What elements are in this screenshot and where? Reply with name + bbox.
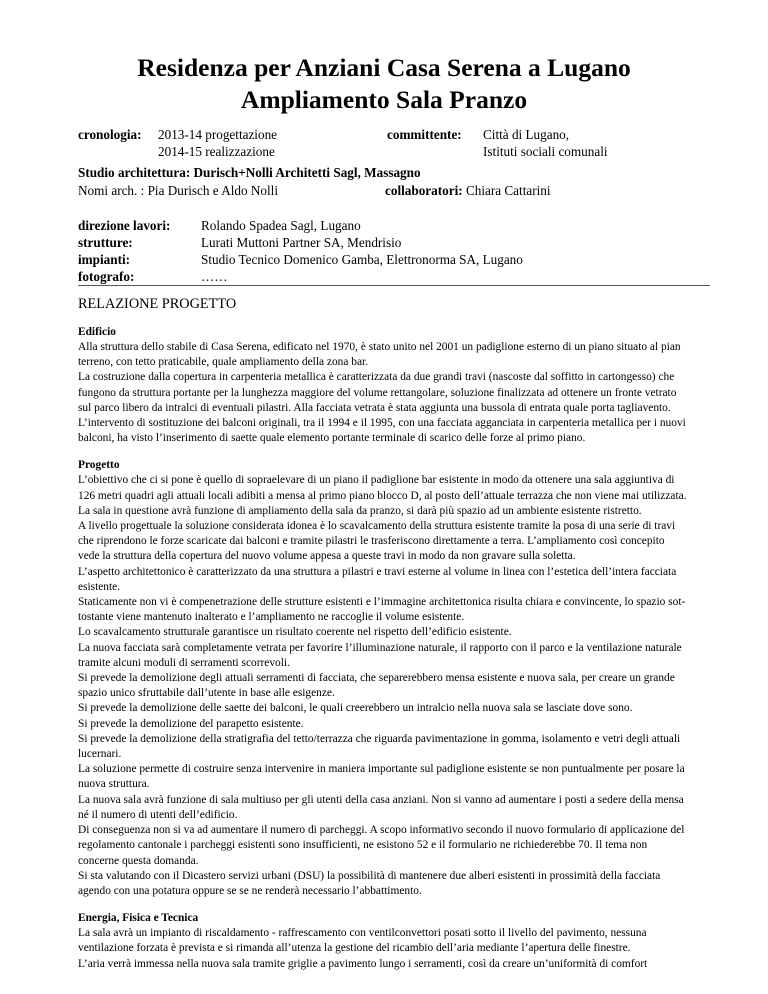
studio-line: Studio architettura: Durisch+Nolli Architetti Sagl, Massagno [78,165,421,180]
text-line: Alla struttura dello stabile di Casa Serena, edificato nel 1970, è stato unito nel 2001 un padiglione esterno di un piano situato al pian [78,341,681,353]
cronologia-values: 2013-14 progettazione 2014-15 realizzazione [158,127,278,159]
section-heading: Progetto [78,459,120,472]
text-line: La soluzione permette di costruire senza intervenire in maniera importante sul padiglione esistente se non puntualmente per posare la [78,763,685,776]
roles-values [201,217,523,285]
section-edificio [78,325,718,446]
committente-values: Città di Lugano, Istituti sociali comunali [483,127,608,159]
text-line: Staticamente non vi è compenetrazione delle strutture esistenti e l’immagine architettonica risulta chiara e convincente, lo spazio sot- [78,596,686,609]
text-line: vede la struttura della copertura del nuovo volume appesa a queste travi in modo da non gravare sulla soletta. [78,550,576,563]
report-title: RELAZIONE PROGETTO [78,296,237,312]
text-line: Di conseguenza non si va ad aumentare il numero di parcheggi. A scopo informativo secondo il nuovo formulario di applicazione del [78,824,685,837]
text-line: La sala in questione avrà funzione di ampliamento della sala da pranzo, si darà più spazio ad un ambiente esistente ristretto. [78,504,642,517]
collaboratori-label: collaboratori: [385,183,463,198]
text-line: lucernari. [78,748,122,761]
paragraph [78,340,718,446]
title-line-2: Ampliamento Sala Pranzo [240,85,528,114]
text-line: Lo scavalcamento strutturale garantisce un risultato coerente nel rispetto dell’edificio esistente. [78,626,512,639]
text-line: regolamento cantonale i parcheggi esistenti sono insufficienti, ne esistono 52 e il formulario ne richiederebbe 70. Il tema non [78,839,648,852]
text-line: Si prevede la demolizione degli attuali serramenti di facciata, che separerebbero mensa esistente e nuova sala, per creare un grande [78,672,675,685]
committente-label: committente: [387,127,462,142]
text-line: terreno, con tetto praticabile, quale ampliamento della zona bar. [78,356,369,369]
title-line-1: Residenza per Anziani Casa Serena a Lugano [137,53,631,82]
fotografo-value: …… [201,269,228,284]
text-line: ventilazione forzata è prevista e si rimanda all’utenza la gestione del ricambio dell’aria mediante l’apertura delle finestre. [78,942,631,955]
text-line: La costruzione dalla copertura in carpenteria metallica è caratterizzata da due grandi travi (nascoste dal soffitto in cartongesso) che [78,371,675,384]
text-line: concerne questa domanda. [78,854,199,867]
strutture-label: strutture: [78,235,133,250]
text-line: La nuova facciata sarà completamente vetrata per favorire l’illuminazione naturale, il rapporto con il parco e la ventilazione naturale [78,641,682,654]
direzione-label: direzione lavori: [78,218,171,233]
text-line: sul parco libero da intralci di eventuali pilastri. Alla facciata vetrata è stata aggiunta una bussola di entrata quale porta tagliavento. [78,401,671,414]
page-title [0,52,768,116]
cronologia-label: cronologia: [78,127,142,142]
text-line: L’aspetto architettonico è caratterizzato da una struttura a pilastri e travi esterne al volume in linea con l’estetica dell’intera facciata [78,565,677,578]
section-heading: Energia, Fisica e Tecnica [78,912,199,925]
text-line: A livello progettuale la soluzione considerata idonea è lo scavalcamento della struttura esistente tramite la posa di una serie di travi [78,520,676,533]
direzione-value: Rolando Spadea Sagl, Lugano [201,218,361,233]
nomi-line: Nomi arch. : Pia Durisch e Aldo Nolli [78,183,278,198]
text-line: fungono da struttura portante per la lunghezza maggiore del volume rettangolare, soluzione finalizzata ad ottenere un fronte vetrato [78,386,677,399]
text-line: esistente. [78,580,121,593]
fotografo-label: fotografo: [78,269,135,284]
text-line: balconi, ha visto l’inserimento di saette quale elemento portante terminale di scarico delle forze al primo piano. [78,432,586,445]
text-line: La nuova sala avrà funzione di sala multiuso per gli utenti della casa anziani. Non si vanno ad aumentare i posti a sedere della mensa [78,793,684,806]
text-line: L’obiettivo che ci si pone è quello di sopraelevare di un piano il padiglione bar esistente in modo da ottenere una sala aggiuntiva di [78,474,675,487]
collaboratori [385,182,551,199]
text-line: né il numero di utenti dell’edificio. [78,808,238,821]
divider [78,285,710,286]
impianti-value: Studio Tecnico Domenico Gamba, Elettronorma SA, Lugano [201,252,523,267]
text-line: Si prevede la demolizione delle saette dei balconi, le quali creerebbero un intralcio nella nuova sala se lasciate dove sono. [78,702,633,715]
text-line: tramite alcuni moduli di serramenti scorrevoli. [78,656,290,669]
section-heading: Edificio [78,326,116,338]
paragraph [78,473,718,899]
roles-labels [78,217,170,285]
text-line: Si prevede la demolizione della stratigrafia del tetto/terrazza che riguarda pavimentazione in gomma, isolamento e vetri degli attuali [78,732,681,745]
text-line: La sala avrà un impianto di riscaldamento - raffrescamento con ventilconvettori posati sotto il livello del pavimento, nessuna [78,927,647,940]
text-line: tostante viene mantenuto inalterato e l’ampliamento ne raccoglie il volume esistente. [78,611,465,624]
text-line: nuova struttura. [78,778,150,791]
text-line: Si prevede la demolizione del parapetto esistente. [78,717,304,730]
text-line: L’intervento di sostituzione dei balconi originali, tra il 1994 e il 1995, con una facciata agganciata in carpenteria metallica per i nuovi [78,417,686,430]
text-line: Si sta valutando con il Dicastero servizi urbani (DSU) la possibilità di mantenere due alberi esistenti in prossimità della facciata [78,869,661,882]
text-line: spazio unico sfruttabile dall’utente in base alle esigenze. [78,687,335,700]
strutture-value: Lurati Muttoni Partner SA, Mendrisio [201,235,402,250]
text-line: 126 metri quadri agli attuali locali adibiti a mensa al primo piano blocco D, al posto dell’attuale terrazza che non viene mai utilizzata. [78,489,687,502]
text-line: L’aria verrà immessa nella nuova sala tramite griglie a pavimento lungo i serramenti, così da creare un’uniformità di comfort [78,957,648,970]
paragraph [78,926,718,972]
impianti-label: impianti: [78,252,131,267]
section-progetto [78,458,718,899]
report-body [78,325,718,984]
text-line: che riprendono le forze scaricate dai balconi e tramite pilastri le trasferiscono direttamente a terra. L’ampliamento così concepito [78,535,665,548]
collaboratori-value: Chiara Cattarini [462,183,551,198]
text-line: agendo con una potatura oppure se se ne renderà necessario l’abbattimento. [78,884,422,897]
section-energia [78,911,718,972]
